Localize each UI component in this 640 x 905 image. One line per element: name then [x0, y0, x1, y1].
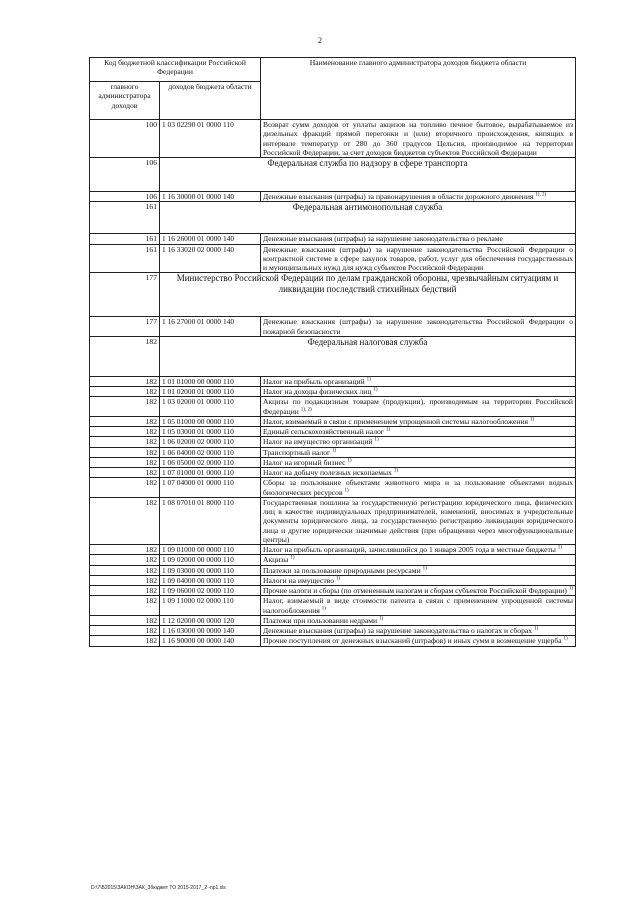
revenue-name-cell [261, 457, 576, 467]
admin-section-heading [90, 158, 576, 192]
table-row [90, 437, 576, 447]
revenue-name-text: Платежи за пользование природными ресурсами [263, 565, 421, 575]
revenue-code-cell: 1 09 02000 00 0000 110 [160, 555, 261, 565]
revenue-name-text: Налог, взимаемый в виде стоимости патента в связи с применением упрощенной системы налогообложения [263, 596, 573, 615]
footnote-mark: 1) [290, 555, 295, 561]
admin-code-cell: 182 [90, 626, 160, 636]
admin-code-cell: 182 [90, 376, 160, 386]
revenue-name-text: Налог на доходы физических лиц [263, 387, 372, 396]
revenue-code-cell: 1 16 26000 01 0000 140 [160, 234, 261, 244]
revenue-name-text: Возврат сумм доходов от уплаты акцизов на топливо печное бытовое, вырабатываемое из дизельных фракций прямой перегонки и (или) вторичного происхождения, кипящих в интервале температур от 280 до 360 градусов Цельсия, производимое на территории Российской Федерации, за счет доходов бюджетов субъектов Российской Федерации [263, 120, 573, 157]
revenue-code-cell: 1 06 02000 02 0000 110 [160, 437, 261, 447]
revenue-name-cell [261, 192, 576, 202]
revenue-name-cell [261, 234, 576, 244]
revenue-name-cell [261, 376, 576, 386]
admin-code-cell: 182 [90, 575, 160, 585]
footnote-mark: 1) [347, 458, 352, 464]
revenue-name-cell [261, 416, 576, 426]
revenue-code-cell: 1 01 01000 00 0000 110 [160, 376, 261, 386]
table-row [90, 416, 576, 426]
footnote-mark: 1) [374, 437, 379, 443]
revenue-name-cell [261, 545, 576, 555]
admin-code-cell: 182 [90, 555, 160, 565]
revenue-name-cell [261, 244, 576, 273]
revenue-name-text: Налог на добычу полезных ископаемых [263, 468, 392, 477]
revenue-code-cell: 1 09 04000 00 0000 110 [160, 575, 261, 585]
table-row [90, 636, 576, 646]
revenue-code-cell: 1 03 02000 01 0000 110 [160, 397, 261, 417]
revenue-name-text: Налог на прибыль организаций [263, 376, 365, 386]
admin-code-cell: 177 [90, 273, 160, 317]
revenue-name-cell [261, 468, 576, 478]
revenue-code-cell: 1 16 30000 01 0000 140 [160, 192, 261, 202]
revenue-name-text: Денежные взыскания (штрафы) за нарушение законодательства Российской Федерации о пожарной безопасности [263, 317, 573, 336]
table-row [90, 447, 576, 457]
admin-code-cell: 106 [90, 192, 160, 202]
table-row [90, 376, 576, 386]
admin-code-cell: 182 [90, 427, 160, 437]
table-row [90, 615, 576, 625]
table-row [90, 478, 576, 498]
revenue-code-cell: 1 08 07010 01 8000 110 [160, 497, 261, 544]
admin-code-header: главного администратора доходов [90, 82, 160, 120]
table-row [90, 468, 576, 478]
revenue-name-cell [261, 626, 576, 636]
revenue-name-cell [261, 397, 576, 417]
table-row [90, 565, 576, 575]
admin-code-cell: 182 [90, 565, 160, 575]
revenue-code-cell: 1 16 33020 02 0000 140 [160, 244, 261, 273]
revenue-code-cell: 1 09 06000 02 0000 110 [160, 586, 261, 596]
footnote-mark: 1) [379, 616, 384, 622]
admin-code-cell: 182 [90, 387, 160, 397]
revenue-name-cell [261, 317, 576, 337]
admin-code-cell: 182 [90, 478, 160, 498]
table-row [90, 234, 576, 244]
admin-section-heading [90, 273, 576, 317]
revenue-code-cell: 1 16 03000 00 0000 140 [160, 626, 261, 636]
revenue-name-text: Денежные взыскания (штрафы) за нарушение законодательства о налогах и сборах [263, 626, 533, 635]
table-header [90, 58, 576, 120]
admin-code-cell: 182 [90, 596, 160, 616]
revenue-name-cell [261, 120, 576, 158]
revenue-name-cell [261, 565, 576, 575]
admin-code-cell: 182 [90, 397, 160, 417]
table-row [90, 586, 576, 596]
file-path-footer: D:\7\B2015\ЗАКОН\ЗАК_3бюджет ТО 2015-2017_2 -пр1.xls [91, 885, 226, 891]
admin-code-cell: 161 [90, 234, 160, 244]
revenue-name-cell [261, 615, 576, 625]
revenue-name-text: Государственная пошлина за государственную регистрацию юридического лица, физических лиц в качестве индивидуальных предпринимателей, изменений, вносимых в учредительные документы юридического лица, за государственную регистрацию ликвидации юридического лица и другие юридически значимые действия (при обращении через многофункциональные центры) [263, 497, 573, 544]
table-row [90, 397, 576, 417]
revenue-code-cell: 1 12 02000 00 0000 120 [160, 615, 261, 625]
revenue-code-cell: 1 06 05000 02 0000 110 [160, 457, 261, 467]
table-row [90, 596, 576, 616]
admin-code-cell: 106 [90, 158, 160, 192]
revenue-code-cell: 1 09 03000 00 0000 110 [160, 565, 261, 575]
revenue-admin-table [89, 57, 576, 647]
revenue-name-cell [261, 575, 576, 585]
table-row [90, 387, 576, 397]
admin-section-heading [90, 336, 576, 376]
revenue-name-cell [261, 447, 576, 457]
table-row [90, 427, 576, 437]
admin-code-cell: 177 [90, 317, 160, 337]
footnote-mark: 1) [393, 468, 398, 474]
revenue-name-cell [261, 586, 576, 596]
revenue-name-cell [261, 387, 576, 397]
table-body [90, 120, 576, 647]
revenue-code-cell: 1 09 01000 00 0000 110 [160, 545, 261, 555]
revenue-name-text: Прочие поступления от денежных взысканий (штрафов) и иных сумм в возмещение ущерба [263, 636, 562, 646]
revenue-name-cell [261, 636, 576, 646]
footnote-mark: 1) [422, 565, 427, 571]
revenue-code-cell: 1 05 01000 00 0000 110 [160, 416, 261, 426]
table-row [90, 120, 576, 158]
table-row [90, 244, 576, 273]
admin-code-cell: 182 [90, 586, 160, 596]
table-row [90, 555, 576, 565]
revenue-code-cell: 1 06 04000 02 0000 110 [160, 447, 261, 457]
footnote-mark: 1) [344, 487, 349, 493]
admin-code-cell: 161 [90, 202, 160, 234]
revenue-name-cell [261, 497, 576, 544]
table-row [90, 457, 576, 467]
admin-code-cell: 182 [90, 468, 160, 478]
table-row [90, 192, 576, 202]
revenue-name-text: Налог, взимаемый в связи с применением упрощенной системы налогообложения [263, 416, 529, 426]
revenue-name-text: Единый сельскохозяйственный налог [263, 427, 384, 436]
table-row [90, 626, 576, 636]
admin-title: Федеральная служба по надзору в сфере транспорта [160, 158, 576, 192]
admin-code-cell: 100 [90, 120, 160, 158]
revenue-code-header: доходов бюджета области [160, 82, 261, 120]
footnote-mark: 1) [563, 636, 568, 642]
footnote-mark: 1) [335, 576, 341, 582]
bcc-group-header: Код бюджетной классификации Российской Федерации [90, 58, 261, 82]
admin-title: Министерство Российской Федерации по делам гражданской обороны, чрезвычайным ситуациям и ликвидации последствий стихийных бедствий [160, 273, 576, 317]
revenue-name-text: Налог на игорный бизнес [263, 457, 346, 467]
admin-code-cell: 182 [90, 416, 160, 426]
footnote-mark: 1) [385, 427, 390, 433]
revenue-name-cell [261, 478, 576, 498]
admin-code-cell: 182 [90, 497, 160, 544]
footnote-mark: 1), 2) [300, 406, 312, 412]
footnote-mark: 1) [533, 626, 539, 632]
revenue-name-text: Денежные взыскания (штрафы) за нарушение законодательства Российской Федерации о контрактной системе в сфере закупок товаров, работ, услуг для обеспечения государственных и муниципальных нужд для нужд субъектов Российской Федерации [263, 244, 573, 272]
revenue-code-cell: 1 16 27000 01 0000 140 [160, 317, 261, 337]
admin-name-header: Наименование главного администратора доходов бюджета области [261, 58, 576, 120]
footnote-mark: 1), 2) [535, 192, 547, 198]
admin-section-heading [90, 202, 576, 234]
revenue-name-text: Налоги на имущество [263, 575, 335, 585]
revenue-name-text: Налог на прибыль организаций, зачислявшийся до 1 января 2005 года в местные бюджеты [263, 545, 556, 554]
admin-title: Федеральная налоговая служба [160, 336, 576, 376]
revenue-name-text: Акцизы [263, 555, 289, 565]
footnote-mark: 1) [373, 387, 378, 393]
footnote-mark: 1) [557, 545, 562, 551]
table-row [90, 545, 576, 555]
admin-code-cell: 182 [90, 615, 160, 625]
revenue-name-text: Налог на имущество организаций [263, 437, 373, 447]
revenue-code-cell: 1 05 03000 01 0000 110 [160, 427, 261, 437]
admin-code-cell: 182 [90, 545, 160, 555]
revenue-name-text: Денежные взыскания (штрафы) за правонарушения в области дорожного движения [263, 192, 534, 201]
revenue-name-cell [261, 555, 576, 565]
table-row [90, 317, 576, 337]
footnote-mark: 1) [332, 447, 337, 453]
revenue-name-cell [261, 437, 576, 447]
revenue-name-text: Акцизы по подакцизным товарам (продукции), производимым на территории Российской Федерации [263, 397, 573, 416]
admin-code-cell: 182 [90, 636, 160, 646]
table-row [90, 497, 576, 544]
admin-title: Федеральная антимонопольная служба [160, 202, 576, 234]
footnote-mark: 1) [321, 605, 326, 611]
footnote-mark: 1) [568, 586, 573, 592]
revenue-name-text: Сборы за пользование объектами животного мира и за пользование объектами водных биологических ресурсов [263, 478, 573, 497]
revenue-name-cell [261, 596, 576, 616]
page-number: 2 [318, 36, 322, 45]
revenue-name-cell [261, 427, 576, 437]
admin-code-cell: 161 [90, 244, 160, 273]
revenue-name-text: Транспортный налог [263, 447, 331, 457]
admin-code-cell: 182 [90, 447, 160, 457]
revenue-code-cell: 1 07 04000 01 0000 110 [160, 478, 261, 498]
revenue-code-cell: 1 07 01000 01 0000 110 [160, 468, 261, 478]
table-row [90, 575, 576, 585]
revenue-code-cell: 1 01 02000 01 0000 110 [160, 387, 261, 397]
revenue-code-cell: 1 03 02290 01 0000 110 [160, 120, 261, 158]
revenue-code-cell: 1 16 90000 00 0000 140 [160, 636, 261, 646]
footnote-mark: 1) [366, 377, 371, 383]
revenue-name-text: Платежи при пользовании недрами [263, 615, 378, 625]
revenue-name-text: Денежные взыскания (штрафы) за нарушение законодательства о рекламе [263, 234, 503, 244]
revenue-name-text: Прочие налоги и сборы (по отмененным налогам и сборам субъектов Российской Федерации) [263, 586, 567, 595]
admin-code-cell: 182 [90, 336, 160, 376]
admin-code-cell: 182 [90, 437, 160, 447]
footnote-mark: 1) [529, 417, 535, 423]
admin-code-cell: 182 [90, 457, 160, 467]
revenue-code-cell: 1 09 11000 02 0000 110 [160, 596, 261, 616]
